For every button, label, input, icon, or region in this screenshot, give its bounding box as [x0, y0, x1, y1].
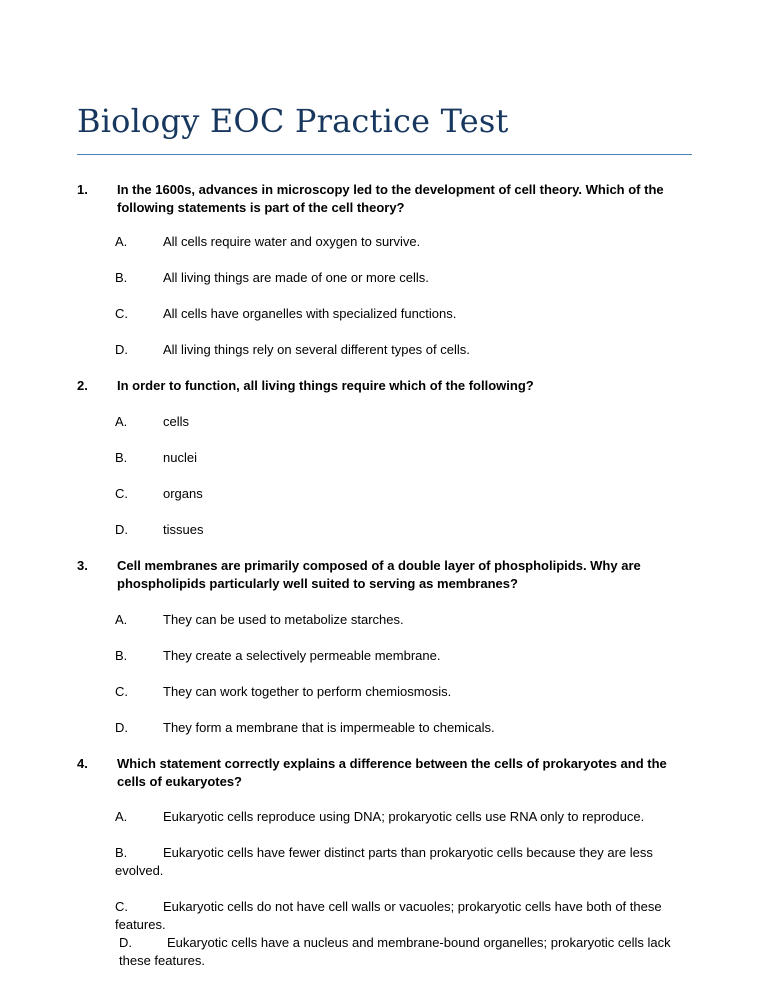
q2-option-c[interactable]: [115, 485, 203, 503]
q2-option-a[interactable]: [115, 413, 189, 431]
option-letter: C.: [115, 486, 128, 501]
q3-option-d[interactable]: [115, 719, 495, 737]
option-letter: C.: [115, 684, 128, 699]
question-text: In order to function, all living things require which of the following?: [117, 378, 534, 393]
option-text: They can be used to metabolize starches.: [163, 612, 404, 627]
page-title: Biology EOC Practice Test: [77, 102, 509, 140]
option-text: organs: [163, 486, 203, 501]
question-text: Which statement correctly explains a difference between the cells of prokaryotes and the cells of eukaryotes?: [117, 756, 667, 789]
q1-option-c[interactable]: [115, 305, 456, 323]
q3-option-a[interactable]: [115, 611, 404, 629]
option-letter: B.: [115, 270, 128, 285]
question-number: 4.: [77, 756, 88, 771]
q1-option-a[interactable]: [115, 233, 420, 251]
option-letter: A.: [115, 809, 128, 824]
option-letter: C.: [115, 899, 128, 914]
question-text: Cell membranes are primarily composed of a double layer of phospholipids. Why are phospholipids particularly well suited to serving as membranes?: [117, 558, 641, 591]
q1-option-b[interactable]: [115, 269, 429, 287]
q4-option-d[interactable]: [119, 934, 679, 970]
q1-option-d[interactable]: [115, 341, 470, 359]
option-text: cells: [163, 414, 190, 429]
option-letter: B.: [115, 450, 128, 465]
question-number: 3.: [77, 558, 88, 573]
q2-option-d[interactable]: [115, 521, 203, 539]
q4-option-b[interactable]: [115, 844, 675, 880]
option-text: They form a membrane that is impermeable to chemicals.: [163, 720, 495, 735]
option-text: nuclei: [163, 450, 197, 465]
option-text: Eukaryotic cells do not have cell walls or vacuoles; prokaryotic cells have both of these features.: [115, 899, 662, 932]
option-letter: A.: [115, 234, 128, 249]
option-text: All cells have organelles with specialized functions.: [163, 306, 457, 321]
option-letter: B.: [115, 845, 128, 860]
question-2: [77, 377, 697, 395]
question-number: 2.: [77, 378, 88, 393]
option-text: They create a selectively permeable membrane.: [163, 648, 441, 663]
option-text: Eukaryotic cells reproduce using DNA; prokaryotic cells use RNA only to reproduce.: [163, 809, 645, 824]
q2-option-b[interactable]: [115, 449, 197, 467]
option-text: All cells require water and oxygen to survive.: [163, 234, 421, 249]
q4-option-a[interactable]: [115, 808, 675, 826]
question-3: [77, 557, 697, 593]
question-4: [77, 755, 697, 791]
q3-option-b[interactable]: [115, 647, 440, 665]
q3-option-c[interactable]: [115, 683, 451, 701]
option-letter: A.: [115, 414, 128, 429]
option-letter: D.: [115, 522, 128, 537]
option-text: Eukaryotic cells have fewer distinct parts than prokaryotic cells because they are less evolved.: [115, 845, 653, 878]
option-text: All living things are made of one or more cells.: [163, 270, 429, 285]
q4-option-c[interactable]: [115, 898, 675, 934]
option-letter: A.: [115, 612, 128, 627]
option-letter: D.: [115, 720, 128, 735]
option-letter: C.: [115, 306, 128, 321]
option-text: All living things rely on several different types of cells.: [163, 342, 470, 357]
option-letter: B.: [115, 648, 128, 663]
question-number: 1.: [77, 182, 88, 197]
option-letter: D.: [115, 342, 128, 357]
title-underline: [77, 154, 692, 155]
option-text: Eukaryotic cells have a nucleus and membrane-bound organelles; prokaryotic cells lack these features.: [119, 935, 671, 968]
option-text: They can work together to perform chemiosmosis.: [163, 684, 452, 699]
option-text: tissues: [163, 522, 204, 537]
question-text: In the 1600s, advances in microscopy led to the development of cell theory. Which of the following statements is part of the cell theory?: [117, 182, 664, 215]
question-1: [77, 181, 697, 217]
option-letter: D.: [119, 935, 132, 950]
